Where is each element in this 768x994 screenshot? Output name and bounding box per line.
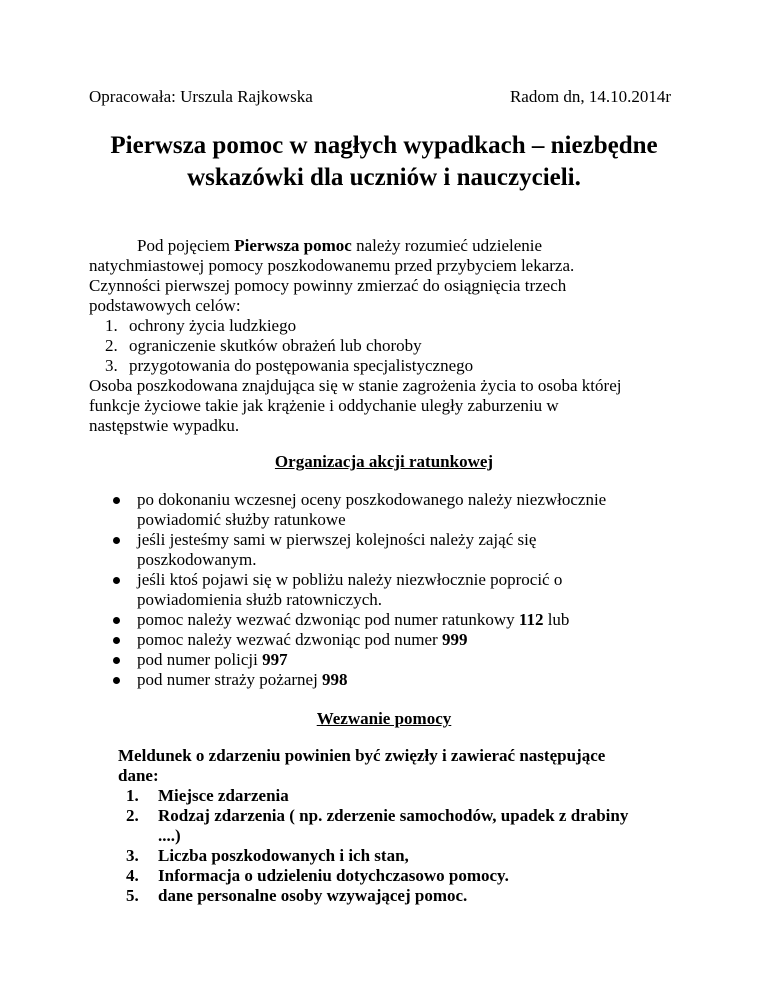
list-item-number: 2.	[126, 806, 139, 825]
phone-number: 999	[441, 630, 468, 649]
list-item-number: 5.	[126, 886, 139, 905]
list-item-number: 4.	[126, 866, 139, 885]
list-item	[89, 650, 689, 670]
bullet-line: poszkodowanym.	[137, 550, 257, 569]
list-item	[89, 570, 689, 610]
bullet-text-after: lub	[543, 610, 570, 629]
list-item	[89, 630, 689, 650]
list-item	[89, 336, 689, 356]
victim-line-2: funkcje życiowe takie jak krążenie i oddychanie uległy zaburzeniu w	[89, 396, 559, 415]
list-item-text: przygotowania do postępowania specjalistycznego	[129, 356, 474, 375]
date-line: Radom dn, 14.10.2014r	[509, 87, 671, 106]
list-item	[118, 866, 698, 886]
list-item-number: 1.	[126, 786, 139, 805]
bullet-icon	[113, 577, 120, 584]
list-item-number: 3.	[105, 356, 118, 375]
section-heading-calling-help: Wezwanie pomocy	[316, 709, 452, 728]
list-item-text: Rodzaj zdarzenia ( np. zderzenie samochodów, upadek z drabiny	[158, 806, 629, 825]
list-item-text: dane personalne osoby wzywającej pomoc.	[158, 886, 468, 905]
bullet-text: pomoc należy wezwać dzwoniąc pod numer	[137, 630, 442, 649]
author-line: Opracowała: Urszula Rajkowska	[89, 87, 313, 106]
intro-line-2: natychmiastowej pomocy poszkodowanemu przed przybyciem lekarza.	[89, 256, 575, 275]
list-item	[89, 490, 689, 530]
report-items-list	[118, 786, 698, 906]
list-item	[118, 846, 698, 866]
list-item-text: Informacja o udzieleniu dotychczasowo pomocy.	[158, 866, 509, 885]
list-item	[89, 670, 689, 690]
list-item-text-cont: ....)	[158, 826, 181, 845]
goals-list	[89, 316, 689, 376]
intro-term: Pierwsza pomoc	[234, 236, 352, 255]
list-item-text: Liczba poszkodowanych i ich stan,	[158, 846, 409, 865]
intro-after: należy rozumieć udzielenie	[351, 236, 543, 255]
list-item	[89, 530, 689, 570]
bullet-line: po dokonaniu wczesnej oceny poszkodowanego należy niezwłocznie	[137, 490, 607, 509]
bullet-line: jeśli ktoś pojawi się w pobliżu należy niezwłocznie poprocić o	[137, 570, 563, 589]
title-line-2: wskazówki dla uczniów i nauczycieli.	[187, 164, 581, 191]
title-line-1: Pierwsza pomoc w nagłych wypadkach – niezbędne	[110, 132, 658, 159]
bullet-text: pod numer straży pożarnej	[137, 670, 323, 689]
report-intro-line-1: Meldunek o zdarzeniu powinien być zwięzły i zawierać następujące	[118, 746, 606, 765]
list-item-text: ochrony życia ludzkiego	[129, 316, 297, 335]
phone-number: 997	[262, 650, 288, 669]
bullet-icon	[113, 677, 120, 684]
phone-number: 998	[322, 670, 348, 689]
bullet-icon	[113, 497, 120, 504]
bullet-line: powiadomić służby ratunkowe	[137, 510, 346, 529]
intro-paragraph	[89, 236, 689, 316]
rescue-bullets-list	[89, 490, 689, 690]
section-heading-organization: Organizacja akcji ratunkowej	[274, 452, 494, 471]
list-item	[118, 886, 698, 906]
bullet-icon	[113, 537, 120, 544]
victim-paragraph	[89, 376, 689, 436]
bullet-icon	[113, 637, 120, 644]
bullet-text: pomoc należy wezwać dzwoniąc pod numer ratunkowy	[137, 610, 519, 629]
report-intro-line-2: dane:	[118, 766, 159, 785]
phone-number: 112	[518, 610, 544, 629]
bullet-line: powiadomienia służb ratowniczych.	[137, 590, 383, 609]
intro-line-3: Czynności pierwszej pomocy powinny zmierzać do osiągnięcia trzech	[89, 276, 567, 295]
report-block	[118, 746, 698, 906]
list-item-number: 1.	[105, 316, 118, 335]
list-item	[118, 806, 698, 846]
bullet-text: pod numer policji	[137, 650, 263, 669]
bullet-line: jeśli jesteśmy sami w pierwszej kolejności należy zająć się	[137, 530, 537, 549]
list-item-text: ograniczenie skutków obrażeń lub choroby	[129, 336, 422, 355]
bullet-icon	[113, 617, 120, 624]
list-item	[118, 786, 698, 806]
bullet-icon	[113, 657, 120, 664]
document-header	[89, 87, 671, 107]
list-item	[89, 356, 689, 376]
list-item-text: Miejsce zdarzenia	[158, 786, 289, 805]
victim-line-1: Osoba poszkodowana znajdująca się w stanie zagrożenia życia to osoba której	[89, 376, 622, 395]
document-title	[60, 130, 708, 194]
intro-before: Pod pojęciem	[137, 236, 235, 255]
victim-line-3: następstwie wypadku.	[89, 416, 240, 435]
list-item-number: 3.	[126, 846, 139, 865]
list-item	[89, 610, 689, 630]
list-item	[89, 316, 689, 336]
list-item-number: 2.	[105, 336, 118, 355]
intro-line-4: podstawowych celów:	[89, 296, 241, 315]
